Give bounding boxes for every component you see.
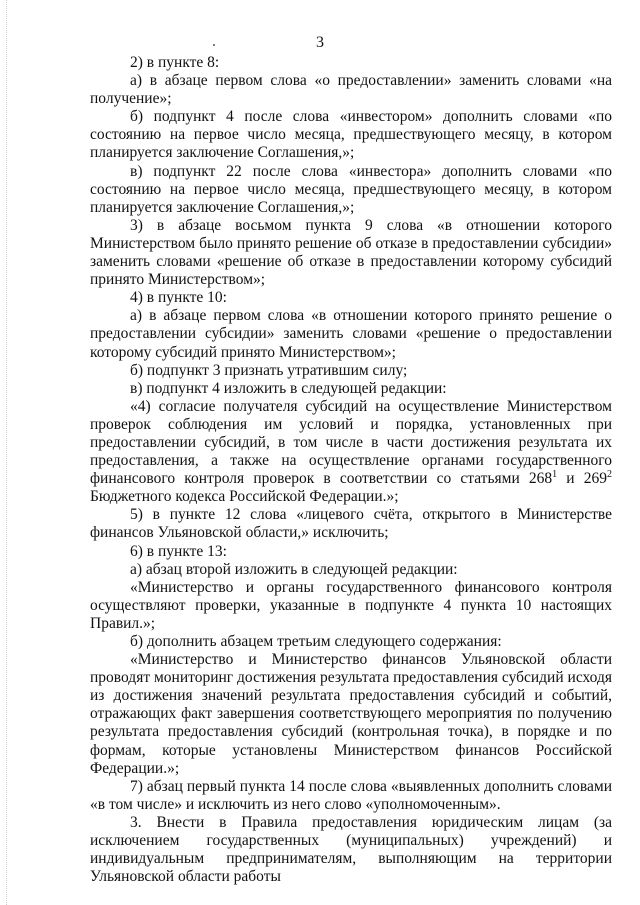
paragraph: в) подпункт 4 изложить в следующей редакции: <box>130 379 447 397</box>
paragraph-text: «4) согласие получателя субсидий на осуществление Министерством проверок соблюдения им условий и порядка, установленных при предоставлении субсидий, в том числе в части достижения результата их предоставления, а также на осуществление органами государственного финансового контроля проверок в соответствии со статьями 268 <box>90 397 612 488</box>
paragraph: 3. Внести в Правила предоставления юридическим лицам (за исключением государственных (муниципальных) учреждений) и индивидуальным предпринимателям, выполняющим на территории Ульяновской области работы <box>90 813 612 886</box>
paragraph: б) подпункт 4 после слова «инвестором» дополнить словами «по состоянию на первое число месяца, предшествующего месяцу, в котором планируется заключение Соглашения,»; <box>90 108 612 162</box>
superscript: 2 <box>607 469 612 480</box>
scan-dot <box>213 44 215 46</box>
document-body <box>90 54 612 886</box>
paragraph: б) дополнить абзацем третьим следующего содержания: <box>130 633 502 650</box>
superscript: 1 <box>552 469 558 480</box>
paragraph-with-superscripts <box>90 398 612 507</box>
paragraph: 4) в пункте 10: <box>130 289 227 307</box>
paragraph-text: Бюджетного кодекса Российской Федерации.»; <box>90 488 399 506</box>
paragraph: в) подпункт 22 после слова «инвестора» дополнить словами «по состоянию на первое число месяца, предшествующего месяцу, в котором планируется заключение Соглашения,»; <box>90 162 612 216</box>
paragraph: 5) в пункте 12 слова «лицевого счёта, открытого в Министерстве финансов Ульяновской области,» исключить; <box>90 506 612 542</box>
paragraph: «Министерство и Министерство финансов Ульяновской области проводят мониторинг достижения результата предоставления субсидий исходя из достижения значений результата предоставления субсидий и событий, отражающих факт завершения соответствующего мероприятия по получению результата предоставления субсидий (контрольная точка), в порядке и по формам, которые установлены Министерством финансов Российской Федерации.»; <box>90 651 612 777</box>
paragraph: а) абзац второй изложить в следующей редакции: <box>130 560 458 578</box>
paragraph: «Министерство и органы государственного финансового контроля осуществляют проверки, указанные в подпункте 4 пункта 10 настоящих Правил.»; <box>90 578 612 632</box>
scan-edge <box>6 0 7 905</box>
page-number: 3 <box>316 34 324 51</box>
paragraph: а) в абзаце первом слова «о предоставлении» заменить словами «на получение»; <box>90 72 612 108</box>
paragraph: 7) абзац первый пункта 14 после слова «выявленных дополнить словами «в том числе» и исключить из него слово «уполномоченным». <box>90 777 612 813</box>
paragraph: б) подпункт 3 признать утратившим силу; <box>130 361 408 379</box>
paragraph: 3) в абзаце восьмом пункта 9 слова «в отношении которого Министерством было принято решение об отказе в предоставлении субсидии» заменить словами «решение об отказе в предоставлении которому субсидий принято Министерством»; <box>90 216 612 289</box>
paragraph: 6) в пункте 13: <box>130 542 227 560</box>
paragraph: 2) в пункте 8: <box>130 54 220 71</box>
paragraph-text: и 269 <box>557 470 607 488</box>
paragraph: а) в абзаце первом слова «в отношении которого принято решение о предоставлении субсидии» заменить словами «решение о предоставлении которому субсидий принято Министерством»; <box>90 307 612 361</box>
